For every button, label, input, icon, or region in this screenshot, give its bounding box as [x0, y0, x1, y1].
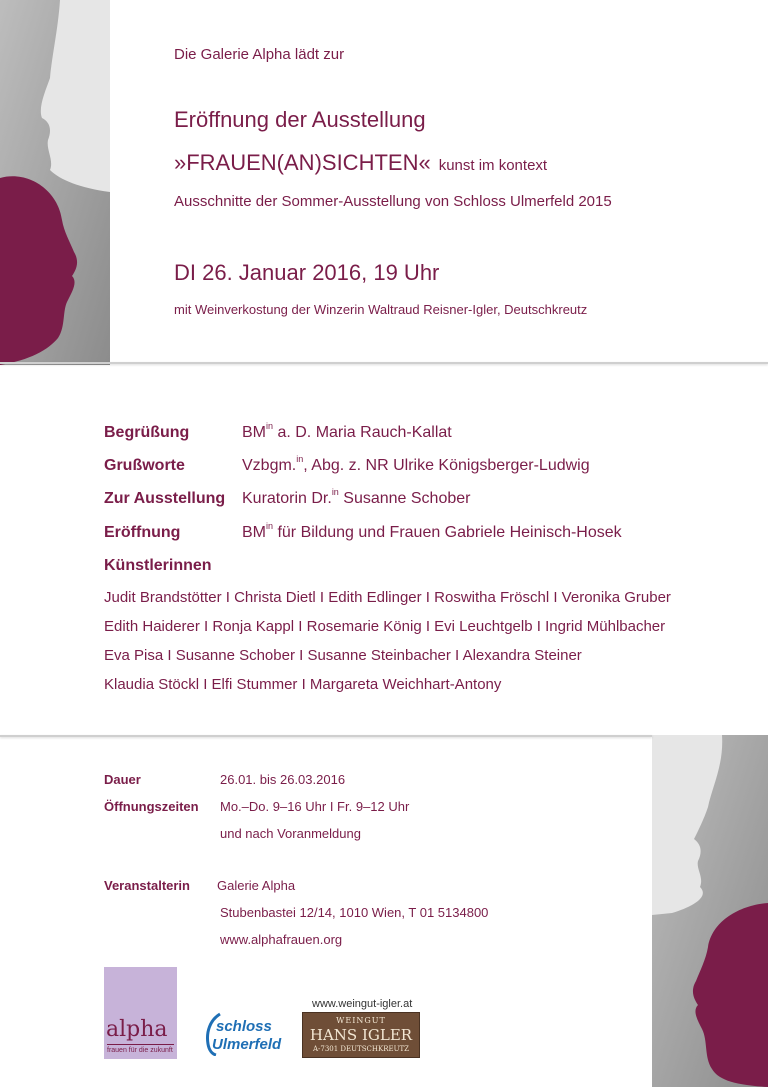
invite-intro: Die Galerie Alpha lädt zur: [174, 46, 345, 63]
wine-tasting-note: mit Weinverkostung der Winzerin Waltraud Reisner-Igler, Deutschkreutz: [174, 302, 588, 317]
info-label: Öffnungszeiten: [104, 799, 199, 814]
artists-line: Klaudia Stöckl I Elfi Stummer I Margareta Weichhart-Antony: [104, 676, 502, 693]
weingut-igler-logo: [302, 1012, 420, 1058]
silhouette-art-top: [0, 0, 110, 365]
artists-line: Eva Pisa I Susanne Schober I Susanne Steinbacher I Alexandra Steiner: [104, 647, 582, 664]
schloss-ulmerfeld-logo: [202, 1012, 290, 1058]
artists-heading: Künstlerinnen: [104, 557, 212, 574]
exhibition-tagline: kunst im kontext: [438, 157, 548, 174]
program-row-exhibition: [104, 489, 470, 508]
section-divider-top: [0, 362, 768, 364]
program-label: Zur Ausstellung: [104, 490, 226, 508]
invite-subtitle: Ausschnitte der Sommer-Ausstellung von Schloss Ulmerfeld 2015: [174, 193, 612, 210]
program-row-opening: [104, 523, 622, 542]
weingut-website[interactable]: www.weingut-igler.at: [312, 998, 413, 1010]
artists-line: Edith Haiderer I Ronja Kappl I Rosemarie König I Evi Leuchtgelb I Ingrid Mühlbacher: [104, 618, 666, 635]
organizer-name: Galerie Alpha: [217, 878, 296, 893]
info-hours-extra: und nach Voranmeldung: [220, 826, 361, 841]
info-label: Veranstalterin: [104, 878, 190, 893]
info-value: 26.01. bis 26.03.2016: [220, 772, 346, 787]
artists-line: Judit Brandstötter I Christa Dietl I Edith Edlinger I Roswitha Fröschl I Veronika Gruber: [104, 589, 671, 606]
alpha-logo-tagline: frauen für die zukunft: [107, 1047, 173, 1054]
program-row-greetings: [104, 456, 590, 475]
silhouette-art-bottom: [652, 735, 768, 1087]
section-divider-bottom: [0, 735, 652, 737]
alpha-logo-rule: [107, 1044, 174, 1045]
weingut-logo-place: A-7301 DEUTSCHKREUTZ: [312, 1045, 410, 1053]
info-label: Dauer: [104, 772, 141, 787]
info-value: Mo.–Do. 9–16 Uhr I Fr. 9–12 Uhr: [220, 799, 410, 814]
info-row-duration: [104, 772, 345, 787]
program-row-greeting: [104, 423, 452, 442]
program-label: Eröffnung: [104, 524, 181, 542]
exhibition-title: »FRAUEN(AN)SICHTEN«: [174, 150, 431, 175]
weingut-logo-name: HANS IGLER: [309, 1026, 413, 1044]
schloss-logo-line1: schloss: [216, 1018, 272, 1035]
schloss-logo-line2: Ulmerfeld: [212, 1036, 282, 1053]
program-value: Kuratorin Dr.$^{in}$ Susanne Schober: [242, 487, 471, 508]
invite-title-line1: Eröffnung der Ausstellung: [174, 107, 426, 132]
weingut-logo-top: WEINGUT: [336, 1016, 386, 1025]
alpha-logo: [104, 967, 177, 1059]
invite-title-line2: [174, 150, 547, 176]
program-value: Vzbgm.$^{in}$, Abg. z. NR Ulrike Königsberger-Ludwig: [242, 454, 590, 475]
program-value: $BM^{in}$ für Bildung und Frauen Gabriele Heinisch-Hosek: [242, 521, 622, 542]
program-label: Grußworte: [104, 457, 185, 475]
program-label: Begrüßung: [104, 424, 190, 442]
alpha-logo-name: alpha: [106, 1017, 168, 1042]
info-row-organizer: [104, 878, 295, 893]
event-date: DI 26. Januar 2016, 19 Uhr: [174, 260, 440, 285]
organizer-address: Stubenbastei 12/14, 1010 Wien, T 01 5134800: [220, 905, 489, 920]
info-row-hours: [104, 799, 409, 814]
program-value: $BM^{in}$ a. D. Maria Rauch-Kallat: [242, 421, 452, 442]
organizer-website[interactable]: www.alphafrauen.org: [220, 932, 343, 947]
